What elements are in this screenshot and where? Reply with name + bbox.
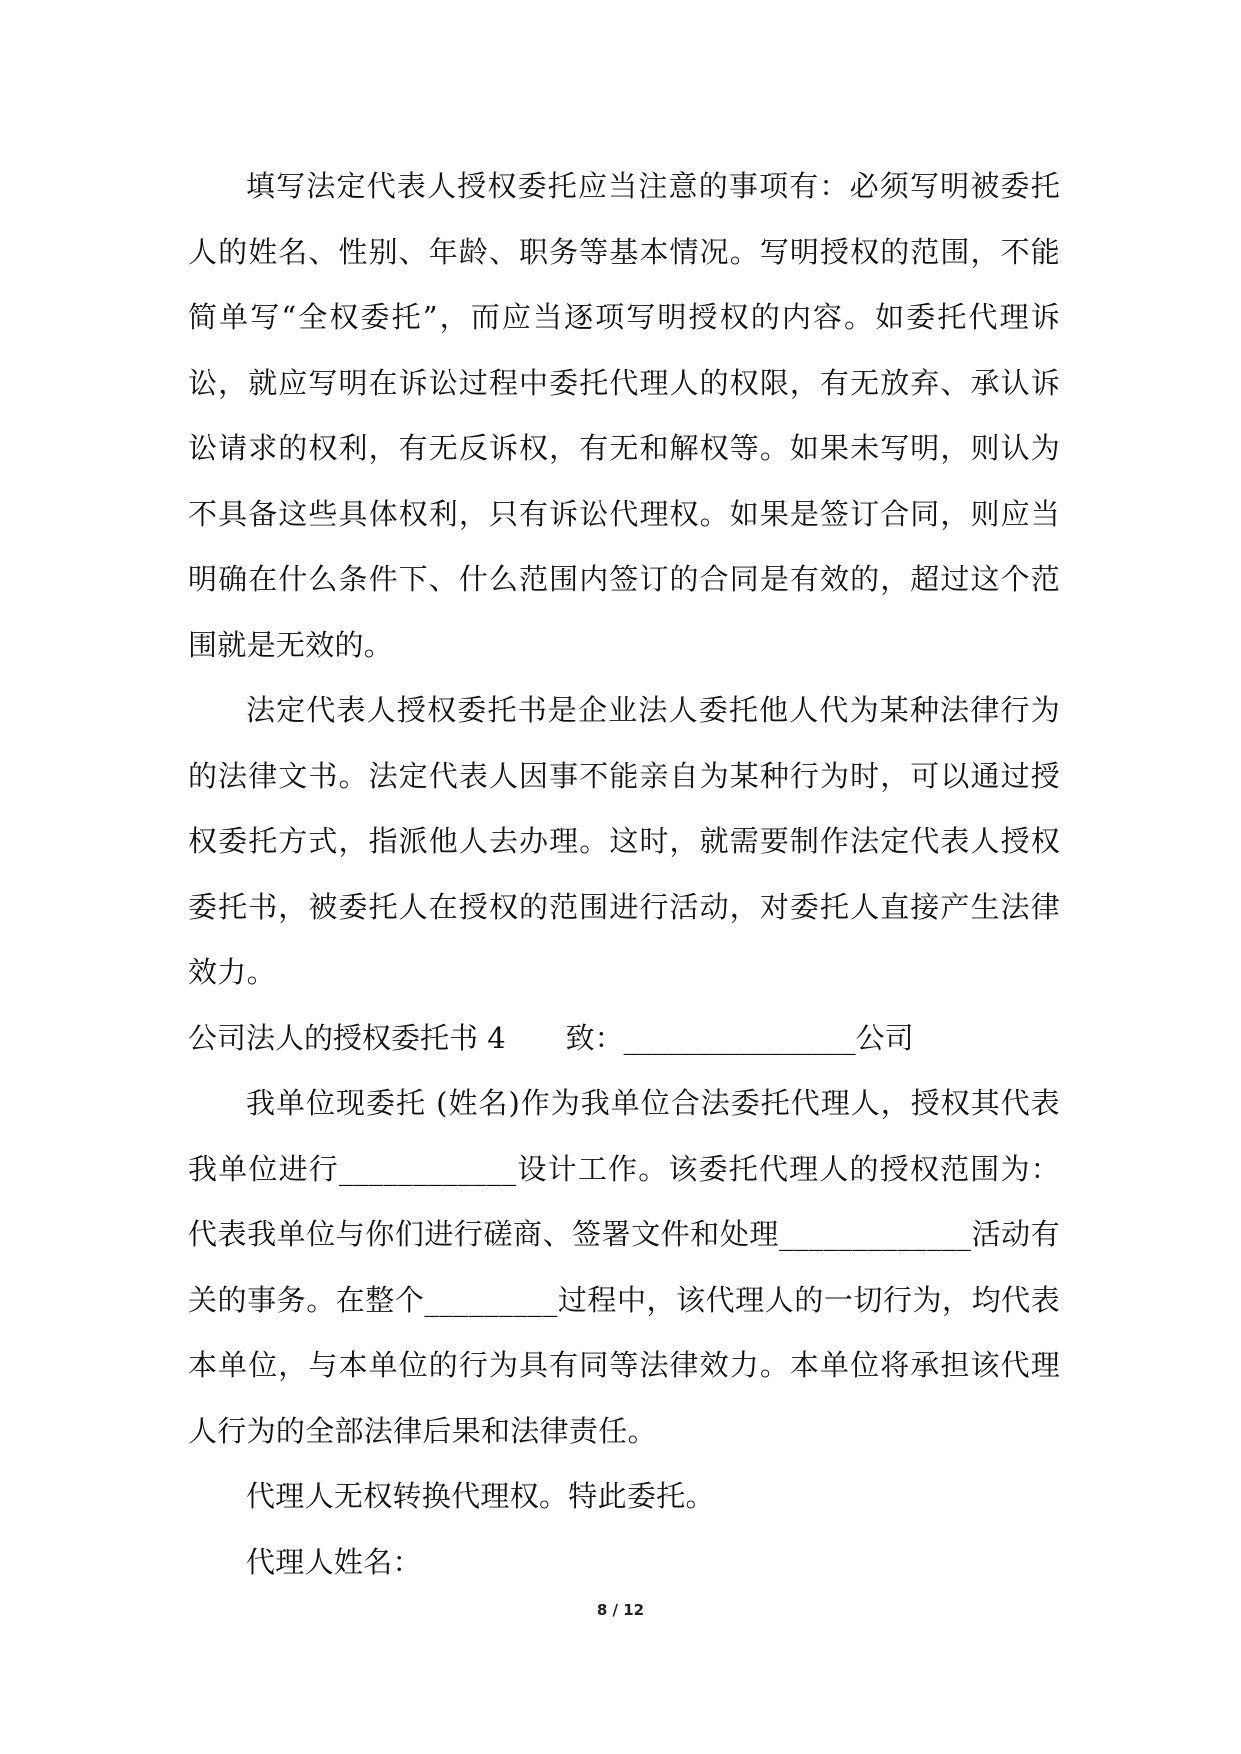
paragraph-definition: 法定代表人授权委托书是企业法人委托他人代为某种法律行为的法律文书。法定代表人因事不能亲自为某种行为时，可以通过授权委托方式，指派他人去办理。这时，就需要制作法定代表人授权委托书，被委托人在授权的范围进行活动，对委托人直接产生法律效力。 (188, 693, 1060, 989)
paragraph-agent-name: 代理人姓名： (246, 1544, 422, 1579)
paragraph-notes: 填写法定代表人授权委托应当注意的事项有：必须写明被委托人的姓名、性别、年龄、职务等基本情况。写明授权的范围，不能简单写“全权委托”，而应当逐项写明授权的内容。如委托代理诉讼，就应写明在诉讼过程中委托代理人的权限，有无放弃、承认诉讼请求的权利，有无反诉权，有无和解权等。如果未写明，则认为不具备这些具体权利，只有诉讼代理权。如果是签订合同，则应当明确在什么条件下、什么范围内签订的合同是有效的，超过这个范围就是无效的。 (188, 169, 1060, 662)
paragraph-authorization: 我单位现委托 (姓名)作为我单位合法委托代理人，授权其代表我单位进行____________设计工作。该委托代理人的授权范围为：代表我单位与你们进行磋商、签署文件和处理_____________活动有关的事务。在整个_________过程中，该代理人的一切行为，均代表本单位，与本单位的行为具有同等法律效力。本单位将承担该代理人行为的全部法律后果和法律责任。 (188, 1086, 1060, 1448)
paragraph-no-transfer: 代理人无权转换代理权。特此委托。 (246, 1479, 715, 1513)
page-number: 8 / 12 (596, 1601, 645, 1619)
document-body (188, 154, 1060, 1595)
section-heading-line (188, 1006, 1060, 1072)
section-title: 公司法人的授权委托书 4 (188, 1020, 506, 1055)
addressee: 致：________________公司 (565, 1020, 914, 1055)
